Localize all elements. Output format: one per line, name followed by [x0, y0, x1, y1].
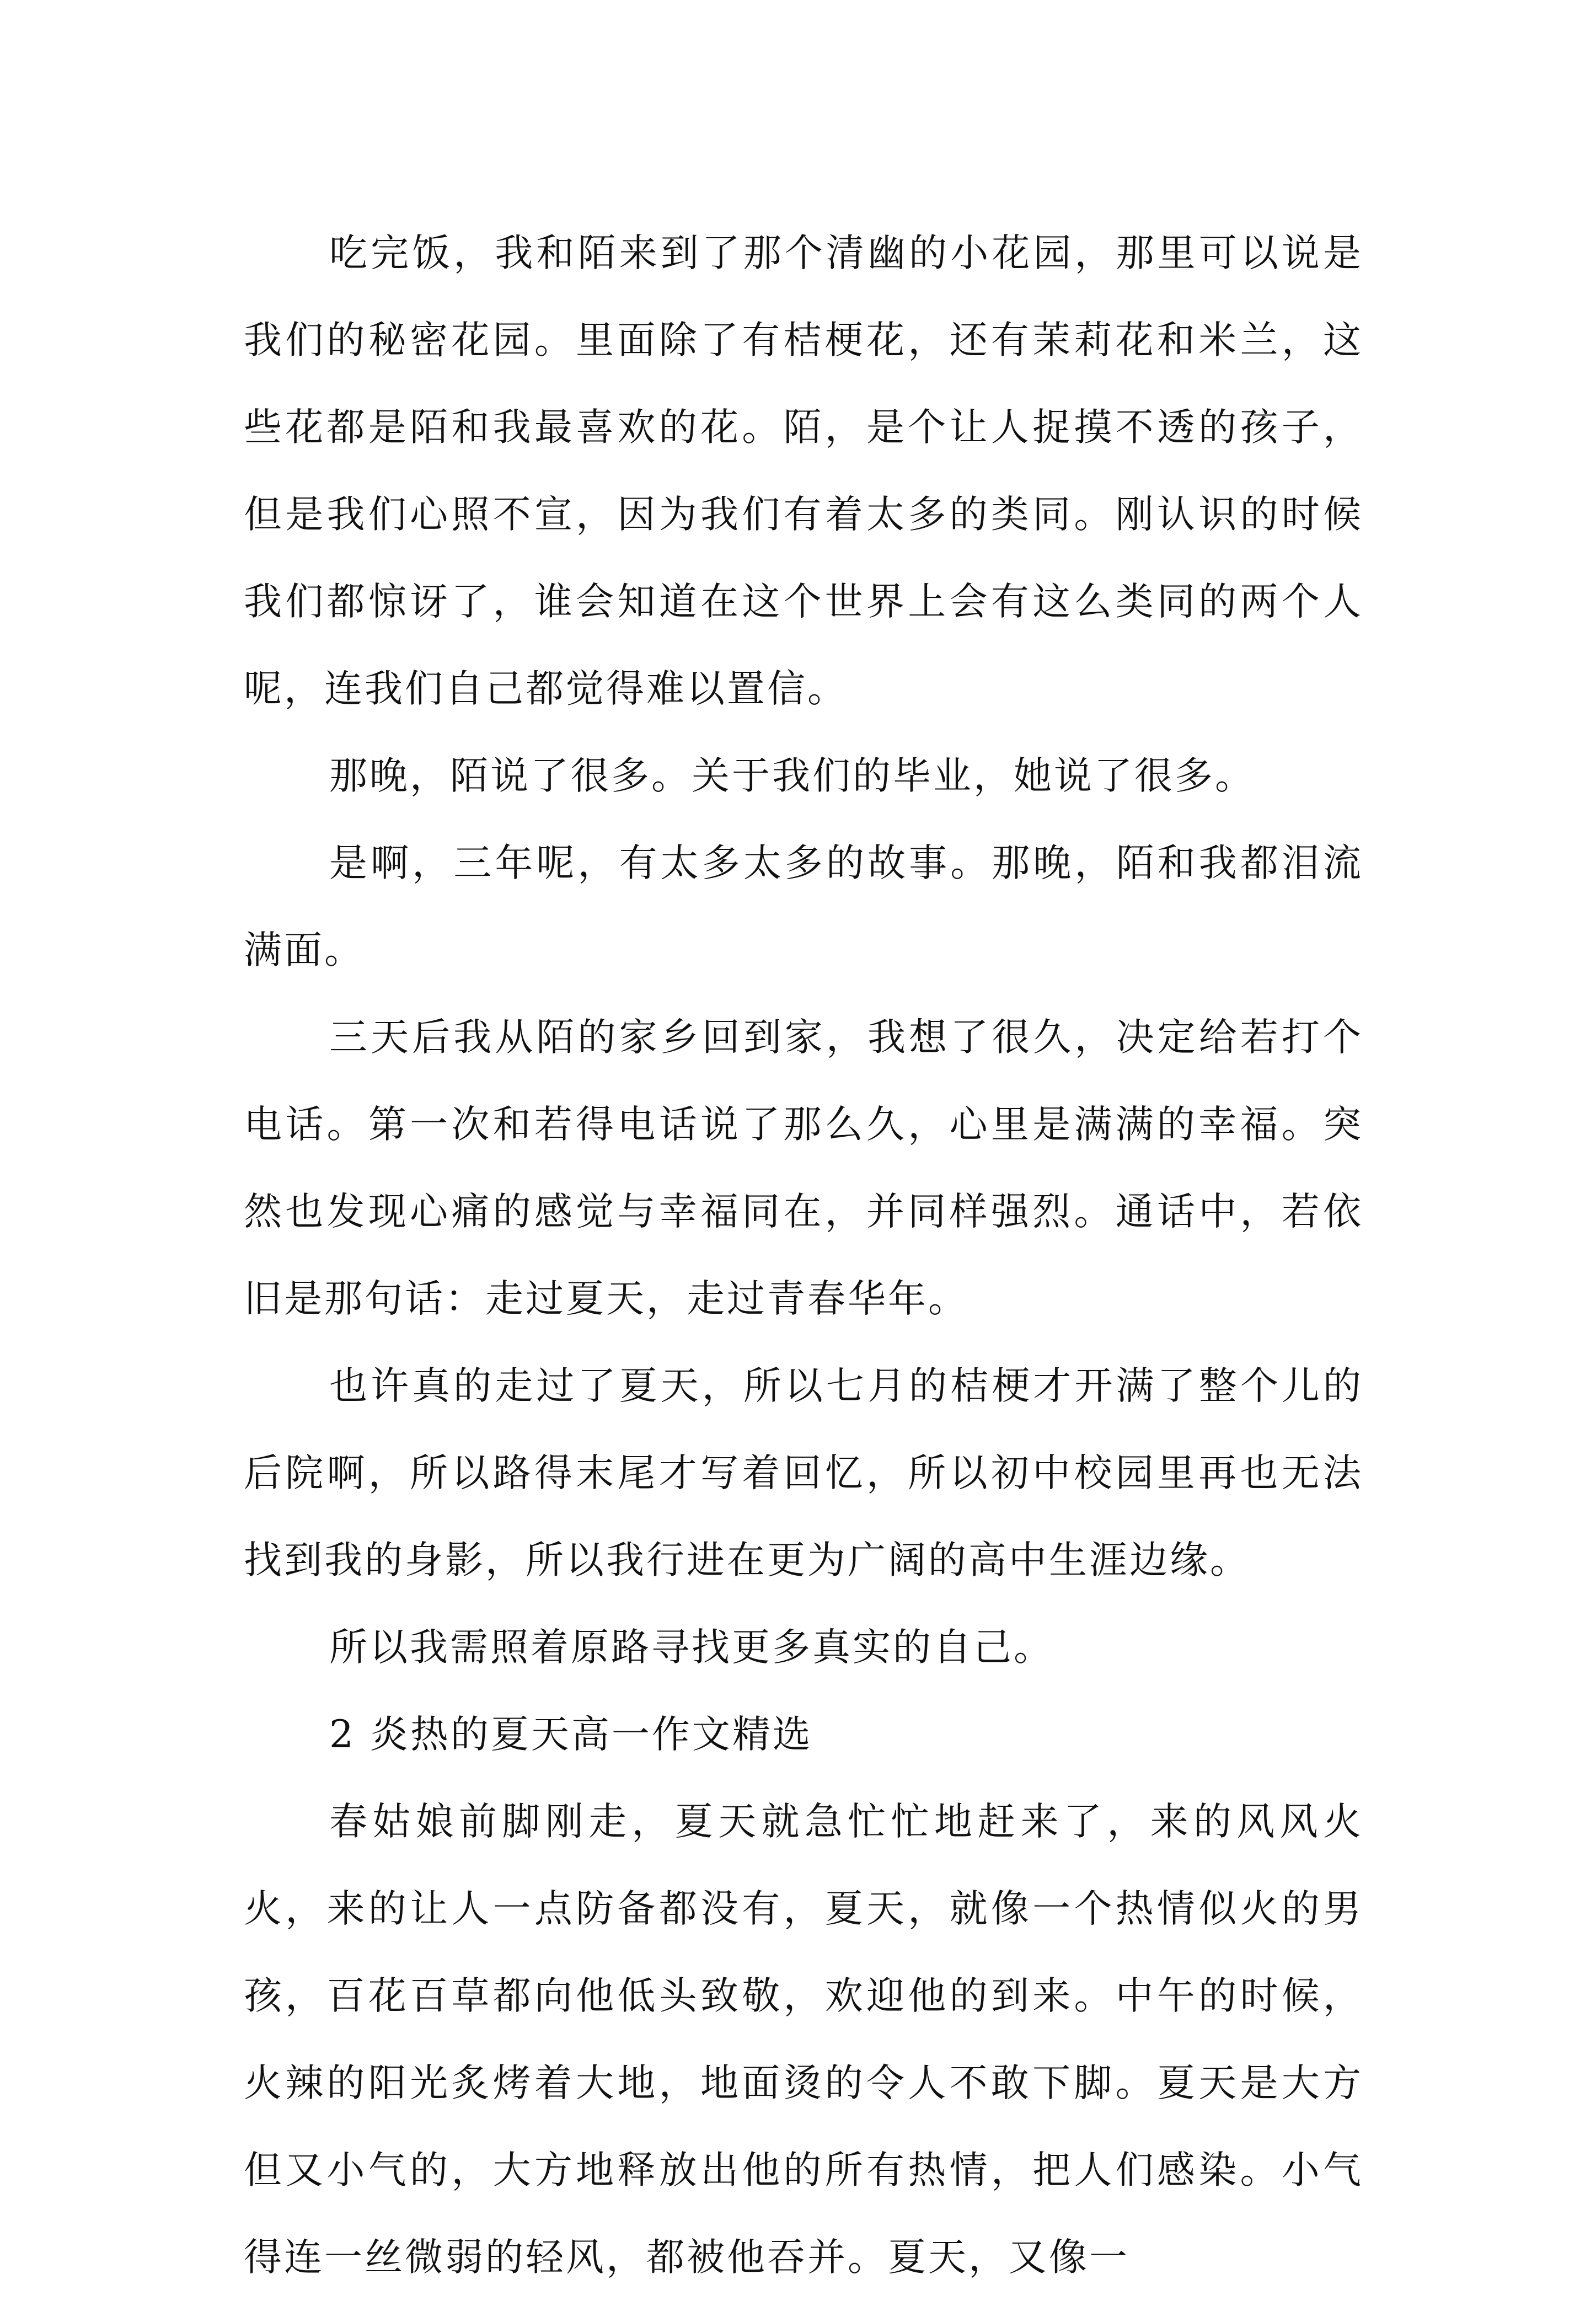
paragraph-2: 那晚，陌说了很多。关于我们的毕业，她说了很多。	[329, 754, 1255, 798]
paragraph-7: 春姑娘前脚刚走，夏天就急忙忙地赶来了，来的风风火火，来的让人一点防备都没有，夏天，就像一个热情似火的男孩，百花百草都向他低头致敬，欢迎他的到来。中午的时候，火辣的阳光炙烤着大地，地面烫的令人不敢下脚。夏天是大方但又小气的，大方地释放出他的所有热情，把人们感染。小气得连一丝微弱的轻风，都被他吞并。夏天，又像一	[244, 1800, 1363, 2279]
section-heading: 2 炎热的夏天高一作文精选	[329, 1713, 813, 1757]
paragraph-3: 是啊，三年呢，有太多太多的故事。那晚，陌和我都泪流满面。	[244, 841, 1363, 972]
document-body	[244, 210, 1363, 2301]
paragraph-5: 也许真的走过了夏天，所以七月的桔梗才开满了整个儿的后院啊，所以路得末尾才写着回忆，所以初中校园里再也无法找到我的身影，所以我行进在更为广阔的高中生涯边缘。	[244, 1364, 1363, 1582]
paragraph-4: 三天后我从陌的家乡回到家，我想了很久，决定给若打个电话。第一次和若得电话说了那么久，心里是满满的幸福。突然也发现心痛的感觉与幸福同在，并同样强烈。通话中，若依旧是那句话：走过夏天，走过青春华年。	[244, 1015, 1363, 1321]
paragraph-6: 所以我需照着原路寻找更多真实的自己。	[329, 1625, 1054, 1669]
paragraph-1: 吃完饭，我和陌来到了那个清幽的小花园，那里可以说是我们的秘密花园。里面除了有桔梗花，还有茉莉花和米兰，这些花都是陌和我最喜欢的花。陌，是个让人捉摸不透的孩子，但是我们心照不宣，因为我们有着太多的类同。刚认识的时候我们都惊讶了，谁会知道在这个世界上会有这么类同的两个人呢，连我们自己都觉得难以置信。	[244, 231, 1363, 711]
